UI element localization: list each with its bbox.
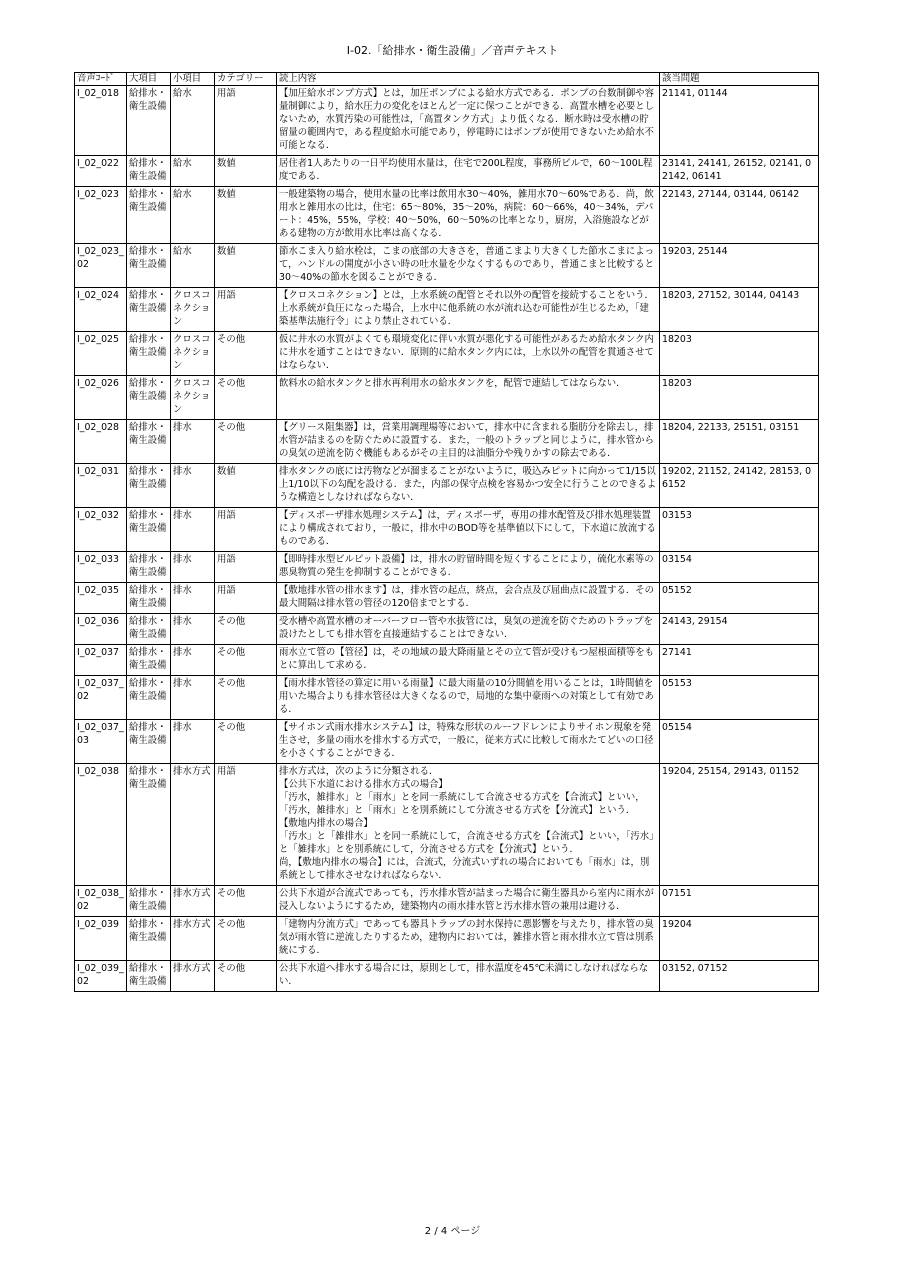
cell-category: その他 bbox=[215, 420, 277, 464]
table-row bbox=[75, 332, 819, 376]
cell-category: 用語 bbox=[215, 508, 277, 552]
table-row bbox=[75, 508, 819, 552]
cell-code: I_02_023 bbox=[75, 187, 127, 244]
cell-category: 用語 bbox=[215, 288, 277, 332]
cell-minor: 排水 bbox=[171, 583, 215, 614]
cell-problems: 18203, 27152, 30144, 04143 bbox=[660, 288, 819, 332]
cell-major: 給排水・衛生設備 bbox=[127, 720, 171, 764]
cell-minor: 排水 bbox=[171, 420, 215, 464]
cell-category: 用語 bbox=[215, 583, 277, 614]
cell-code: I_02_039_02 bbox=[75, 961, 127, 992]
cell-code: I_02_032 bbox=[75, 508, 127, 552]
cell-minor: 給水 bbox=[171, 86, 215, 156]
table-row bbox=[75, 86, 819, 156]
cell-minor: 排水 bbox=[171, 552, 215, 583]
cell-code: I_02_037_03 bbox=[75, 720, 127, 764]
table-row bbox=[75, 376, 819, 420]
cell-category: その他 bbox=[215, 917, 277, 961]
cell-problems: 18203 bbox=[660, 376, 819, 420]
page-footer: 2 / 4 ページ bbox=[424, 1226, 481, 1237]
cell-problems: 24143, 29154 bbox=[660, 614, 819, 645]
cell-category: その他 bbox=[215, 720, 277, 764]
cell-text: 排水方式は，次のように分類される． 【公共下水道における排水方式の場合】 「汚水，雑排水」と「雨水」とを同一系統にして合流させる方式を【合流式】といい，「汚水，雑排水」と「雨水」とを別系統にして分流させる方式を【分流式】という． 【敷地内排水の場合】 「汚水」と「雑排水」とを同一系統にして，合流させる方式を【合流式】といい，「汚水」と「雑排水」とを別系統にして，分流させる方式を【分流式】という． 尚，【敷地内排水の場合】には，合流式，分流式いずれの場合においても「雨水」は，別系統として排水させなければならない． bbox=[277, 764, 660, 886]
cell-text: 【即時排水型ビルピット設備】は，排水の貯留時間を短くすることにより，硫化水素等の悪臭物質の発生を抑制することができる． bbox=[277, 552, 660, 583]
table-row bbox=[75, 886, 819, 917]
table-row bbox=[75, 720, 819, 764]
cell-text: 受水槽や高置水槽のオーバーフロー管や水抜管には，臭気の逆流を防ぐためのトラップを設けたとしても排水管を直接連結することはできない． bbox=[277, 614, 660, 645]
table-row bbox=[75, 464, 819, 508]
cell-text: 【加圧給水ポンプ方式】とは，加圧ポンプによる給水方式である．ポンプの台数制御や容量制御により，給水圧力の変化をほとんど一定に保つことができる．高置水槽を必要としないため，水質汚染の可能性は，「高置タンク方式」より低くなる．断水時は受水槽の貯留量の範囲内で，ある程度給水可能であり，停電時にはポンプが使用できないため給水不可能となる． bbox=[277, 86, 660, 156]
cell-text: 【敷地排水管の排水ます】は，排水管の起点，終点，会合点及び屈曲点に設置する．その最大間隔は排水管の管径の120倍までとする． bbox=[277, 583, 660, 614]
cell-problems: 03152, 07152 bbox=[660, 961, 819, 992]
cell-major: 給排水・衛生設備 bbox=[127, 645, 171, 676]
cell-problems: 22143, 27144, 03144, 06142 bbox=[660, 187, 819, 244]
cell-problems: 03154 bbox=[660, 552, 819, 583]
cell-category: 数値 bbox=[215, 464, 277, 508]
cell-text: 【ディスポーザ排水処理システム】は，ディスポーザ，専用の排水配管及び排水処理装置により構成されており，一般に，排水中のBOD等を基準値以下にして，下水道に放流するものである． bbox=[277, 508, 660, 552]
table-row bbox=[75, 676, 819, 720]
cell-minor: 排水 bbox=[171, 676, 215, 720]
cell-code: I_02_036 bbox=[75, 614, 127, 645]
cell-category: 数値 bbox=[215, 187, 277, 244]
cell-code: I_02_039 bbox=[75, 917, 127, 961]
table-row bbox=[75, 961, 819, 992]
table-row bbox=[75, 187, 819, 244]
cell-minor: 排水 bbox=[171, 645, 215, 676]
cell-major: 給排水・衛生設備 bbox=[127, 508, 171, 552]
cell-code: I_02_037_02 bbox=[75, 676, 127, 720]
cell-major: 給排水・衛生設備 bbox=[127, 187, 171, 244]
cell-code: I_02_038_02 bbox=[75, 886, 127, 917]
cell-code: I_02_028 bbox=[75, 420, 127, 464]
cell-code: I_02_018 bbox=[75, 86, 127, 156]
cell-minor: 排水方式 bbox=[171, 917, 215, 961]
cell-minor: 排水 bbox=[171, 614, 215, 645]
cell-minor: 排水 bbox=[171, 508, 215, 552]
cell-category: その他 bbox=[215, 614, 277, 645]
column-header-code: 音声ｺｰﾄﾞ bbox=[75, 73, 127, 86]
cell-category: その他 bbox=[215, 645, 277, 676]
cell-major: 給排水・衛生設備 bbox=[127, 917, 171, 961]
cell-major: 給排水・衛生設備 bbox=[127, 288, 171, 332]
cell-category: 用語 bbox=[215, 764, 277, 886]
cell-text: 仮に井水の水質がよくても環境変化に伴い水質が悪化する可能性があるため給水タンク内に井水を通すことはできない．原則的に給水タンク内には，上水以外の配管を貫通させてはならない． bbox=[277, 332, 660, 376]
cell-code: I_02_026 bbox=[75, 376, 127, 420]
cell-problems: 05152 bbox=[660, 583, 819, 614]
cell-problems: 19203, 25144 bbox=[660, 244, 819, 288]
cell-text: 「建物内分流方式」であっても器具トラップの封水保持に悪影響を与えたり，排水管の臭気が雨水管に逆流したりするため，建物内においては，雑排水管と雨水排水立て管は別系統にする． bbox=[277, 917, 660, 961]
cell-code: I_02_031 bbox=[75, 464, 127, 508]
cell-major: 給排水・衛生設備 bbox=[127, 244, 171, 288]
cell-code: I_02_038 bbox=[75, 764, 127, 886]
table-header-row bbox=[75, 73, 819, 86]
cell-category: その他 bbox=[215, 961, 277, 992]
cell-category: その他 bbox=[215, 886, 277, 917]
cell-code: I_02_037 bbox=[75, 645, 127, 676]
cell-major: 給排水・衛生設備 bbox=[127, 86, 171, 156]
cell-code: I_02_023_02 bbox=[75, 244, 127, 288]
cell-problems: 05154 bbox=[660, 720, 819, 764]
table-row bbox=[75, 420, 819, 464]
cell-major: 給排水・衛生設備 bbox=[127, 614, 171, 645]
cell-major: 給排水・衛生設備 bbox=[127, 376, 171, 420]
cell-major: 給排水・衛生設備 bbox=[127, 676, 171, 720]
cell-problems: 19204 bbox=[660, 917, 819, 961]
cell-text: 【グリース阻集器】は，営業用調理場等において，排水中に含まれる脂肪分を除去し，排水管が詰まるのを防ぐために設置する．また，一般のトラップと同じように，排水管からの臭気の逆流を防ぐ機能もあるがその主目的は油脂分や残りかすの除去である． bbox=[277, 420, 660, 464]
table-row bbox=[75, 156, 819, 187]
cell-text: 居住者1人あたりの一日平均使用水量は，住宅で200L程度，事務所ビルで，60～100L程度である． bbox=[277, 156, 660, 187]
cell-major: 給排水・衛生設備 bbox=[127, 961, 171, 992]
cell-minor: 排水 bbox=[171, 464, 215, 508]
cell-code: I_02_033 bbox=[75, 552, 127, 583]
cell-minor: 給水 bbox=[171, 244, 215, 288]
cell-category: その他 bbox=[215, 676, 277, 720]
cell-category: 数値 bbox=[215, 244, 277, 288]
table-row bbox=[75, 552, 819, 583]
column-header-category: カテゴリー bbox=[215, 73, 277, 86]
cell-problems: 05153 bbox=[660, 676, 819, 720]
cell-minor: 排水 bbox=[171, 720, 215, 764]
cell-major: 給排水・衛生設備 bbox=[127, 156, 171, 187]
cell-text: 公共下水道が合流式であっても，汚水排水管が詰まった場合に衛生器具から室内に雨水が浸入しないようにするため，建築物内の雨水排水管と汚水排水管の兼用は避ける． bbox=[277, 886, 660, 917]
cell-minor: クロスコネクション bbox=[171, 288, 215, 332]
cell-minor: クロスコネクション bbox=[171, 376, 215, 420]
cell-text: 【雨水排水管径の算定に用いる雨量】に最大雨量の10分間値を用いることは，1時間値を用いた場合よりも排水管径は大きくなるので，局地的な集中豪雨への対策として有効である． bbox=[277, 676, 660, 720]
table-row bbox=[75, 244, 819, 288]
cell-code: I_02_025 bbox=[75, 332, 127, 376]
cell-minor: 排水方式 bbox=[171, 764, 215, 886]
cell-problems: 18204, 22133, 25151, 03151 bbox=[660, 420, 819, 464]
cell-major: 給排水・衛生設備 bbox=[127, 464, 171, 508]
cell-text: 【クロスコネクション】とは，上水系統の配管とそれ以外の配管を接続することをいう．上水系統が負圧になった場合，上水中に他系統の水が流れ込む可能性が生じるため，「建築基準法施行令」により禁止されている． bbox=[277, 288, 660, 332]
cell-problems: 18203 bbox=[660, 332, 819, 376]
cell-problems: 23141, 24141, 26152, 02141, 02142, 06141 bbox=[660, 156, 819, 187]
voice-text-table bbox=[74, 72, 819, 992]
cell-code: I_02_022 bbox=[75, 156, 127, 187]
column-header-problems: 該当問題 bbox=[660, 73, 819, 86]
cell-problems: 19202, 21152, 24142, 28153, 06152 bbox=[660, 464, 819, 508]
cell-text: 節水こま入り給水栓は，こまの底部の大きさを，普通こまより大きくした節水こまによって，ハンドルの開度が小さい時の吐水量を少なくするものであり，普通こまと比較すると30～40%の節水を図ることができる． bbox=[277, 244, 660, 288]
cell-text: 飲料水の給水タンクと排水再利用水の給水タンクを，配管で連結してはならない． bbox=[277, 376, 660, 420]
cell-problems: 27141 bbox=[660, 645, 819, 676]
cell-code: I_02_035 bbox=[75, 583, 127, 614]
cell-problems: 03153 bbox=[660, 508, 819, 552]
cell-major: 給排水・衛生設備 bbox=[127, 552, 171, 583]
cell-major: 給排水・衛生設備 bbox=[127, 583, 171, 614]
cell-text: 一般建築物の場合，使用水量の比率は飲用水30～40%，雑用水70～60%である．尚，飲用水と雑用水の比は，住宅：65～80%，35～20%，病院：60～66%，40～34%，デパート：45%，55%，学校：40～50%，60～50%の比率となり，厨房，入浴施設などがある建物の方が飲用水比率は高くなる． bbox=[277, 187, 660, 244]
cell-text: 排水タンクの底には汚物などが溜まることがないように，吸込みピットに向かって1/15以上1/10以下の勾配を設ける．また，内部の保守点検を容易かつ安全に行うことのできるような構造としなければならない． bbox=[277, 464, 660, 508]
table-row bbox=[75, 645, 819, 676]
cell-code: I_02_024 bbox=[75, 288, 127, 332]
cell-text: 【サイホン式雨水排水システム】は，特殊な形状のルーフドレンによりサイホン現象を発生させ，多量の雨水を排水する方式で，一般に，従来方式に比較して雨水たてどいの口径を小さくすることができる． bbox=[277, 720, 660, 764]
table-row bbox=[75, 614, 819, 645]
cell-text: 雨水立て管の【管径】は，その地域の最大降雨量とその立て管が受けもつ屋根面積等をもとに算出して求める． bbox=[277, 645, 660, 676]
cell-major: 給排水・衛生設備 bbox=[127, 420, 171, 464]
cell-problems: 07151 bbox=[660, 886, 819, 917]
cell-category: その他 bbox=[215, 376, 277, 420]
cell-text: 公共下水道へ排水する場合には，原則として，排水温度を45℃未満にしなければならない． bbox=[277, 961, 660, 992]
cell-category: 用語 bbox=[215, 552, 277, 583]
cell-major: 給排水・衛生設備 bbox=[127, 764, 171, 886]
cell-minor: 排水方式 bbox=[171, 961, 215, 992]
cell-problems: 21141, 01144 bbox=[660, 86, 819, 156]
column-header-text: 読上内容 bbox=[277, 73, 660, 86]
cell-major: 給排水・衛生設備 bbox=[127, 332, 171, 376]
cell-category: その他 bbox=[215, 332, 277, 376]
cell-minor: クロスコネクション bbox=[171, 332, 215, 376]
table-row bbox=[75, 583, 819, 614]
cell-minor: 給水 bbox=[171, 187, 215, 244]
page-title: Ⅰ-02.「給排水・衛生設備」／音声テキスト bbox=[346, 44, 559, 57]
cell-problems: 19204, 25154, 29143, 01152 bbox=[660, 764, 819, 886]
cell-major: 給排水・衛生設備 bbox=[127, 886, 171, 917]
cell-minor: 排水方式 bbox=[171, 886, 215, 917]
table-row bbox=[75, 917, 819, 961]
cell-category: 用語 bbox=[215, 86, 277, 156]
column-header-major: 大項目 bbox=[127, 73, 171, 86]
cell-category: 数値 bbox=[215, 156, 277, 187]
column-header-minor: 小項目 bbox=[171, 73, 215, 86]
cell-minor: 給水 bbox=[171, 156, 215, 187]
table-row bbox=[75, 288, 819, 332]
table-row bbox=[75, 764, 819, 886]
